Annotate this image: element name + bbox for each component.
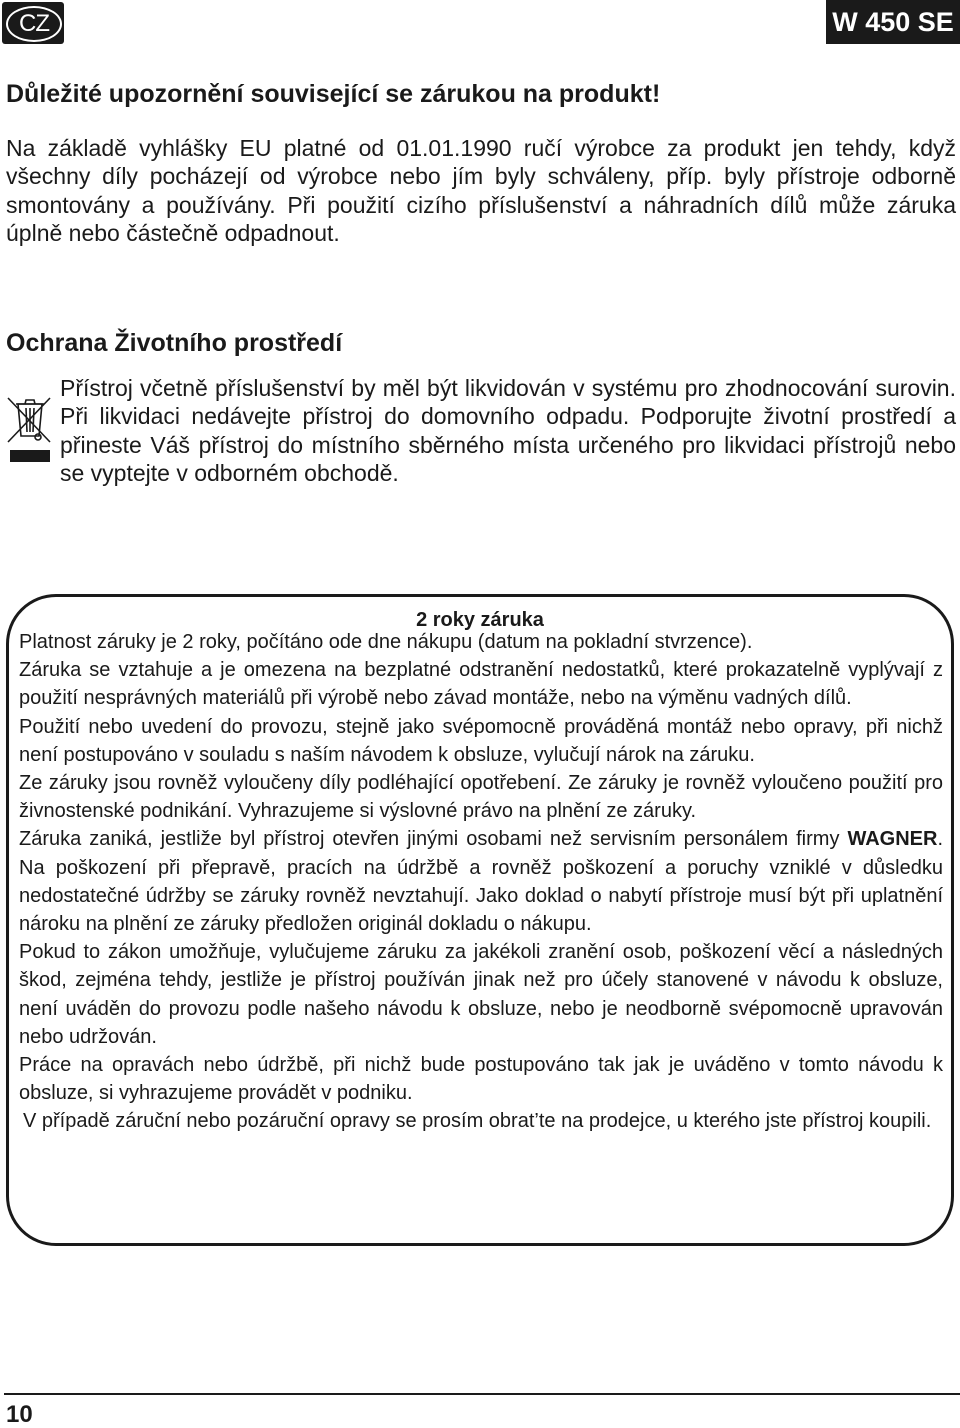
- language-badge: [2, 2, 64, 44]
- brand-name: WAGNER: [847, 828, 938, 851]
- warranty-paragraph-scope: Záruka se vztahuje a je omezena na bezplatné odstranění nedostatků, které prokazatelně vyplývají z použití nesprávných materiálů při výrobě nebo závad montáže, nebo na výměnu vadných dílů.: [19, 659, 943, 710]
- warranty-paragraph-exclusions: Ze záruky jsou rovněž vyloučeny díly podléhající opotřebení. Ze záruky je rovněž vyloučeno použití pro živnostenské podnikání. Vyhrazujeme si výslovné právo na plnění ze záruky.: [19, 772, 943, 823]
- page-number: 10: [6, 1401, 33, 1428]
- warranty-paragraph-validity: Platnost záruky je 2 roky, počítáno ode dne nákupu (datum na pokladní stvrzence).: [19, 631, 753, 653]
- language-badge-label: CZ: [6, 6, 62, 42]
- warranty-body: [19, 628, 943, 1136]
- environment-heading: Ochrana Životního prostředí: [6, 329, 343, 357]
- termination-text-end: . Na poškození při přepravě, pracích na údržbě a rovněž poškození a poruchy vzniklé v důsledku nedostatečné údržby se záruky rovněž nevztahují. Jako doklad o nabytí přístroje musí být při uplatnění nároku na plnění ze záruky předložen originál dokladu o nákupu.: [19, 828, 943, 936]
- warranty-notice-heading: Důležité upozornění související se zárukou na produkt!: [6, 80, 661, 108]
- warranty-heading: 2 roky záruka: [416, 609, 544, 631]
- model-badge: W 450 SE: [826, 0, 960, 44]
- warranty-paragraph-repairs: Práce na opravách nebo údržbě, při nichž bude postupováno tak jak je uváděno v tomto návodu k obsluze, si vyhrazujeme provádět v podniku.: [19, 1054, 943, 1105]
- warranty-notice-text: Na základě vyhlášky EU platné od 01.01.1990 ručí výrobce za produkt jen tehdy, když všechny díly pocházejí od výrobce nebo jím byly schváleny, příp. byly přístroje odborně smontovány a používány. Při použití cizího příslušenství a náhradních dílů může záruka úplně nebo částečně odpadnout.: [6, 135, 956, 246]
- crossed-out-wheelie-bin-icon: [6, 392, 52, 466]
- warranty-paragraph-termination: [19, 825, 943, 938]
- termination-text-start: Záruka zaniká, jestliže byl přístroj otevřen jinými osobami než servisním personálem firmy: [19, 828, 848, 851]
- warranty-paragraph-contact: V případě záruční nebo pozáruční opravy se prosím obrat’te na prodejce, u kterého jste přístroj koupili.: [23, 1110, 932, 1133]
- footer-divider: [4, 1393, 960, 1395]
- warranty-paragraph-usage: Použití nebo uvedení do provozu, stejně jako svépomocně prováděná montáž nebo opravy, při nichž není postupováno v souladu s naším návodem k obsluze, vylučují nárok na záruku.: [19, 715, 943, 766]
- environment-text: Přístroj včetně příslušenství by měl být likvidován v systému pro zhodnocování surovin. Při likvidaci nedávejte přístroj do domovního odpadu. Podporujte životní prostředí a přineste Váš přístroj do místního sběrného místa určeného pro likvidaci přístrojů nebo se vyptejte v odborném obchodě.: [60, 375, 956, 486]
- warranty-paragraph-liability: Pokud to zákon umožňuje, vylučujeme záruku za jakékoli zranění osob, poškození věcí a následných škod, zejména tehdy, jestliže je přístroj používán jinak než pro účely stanovené v návodu k obsluze, není uváděn do provozu podle našeho návodu k obsluze, nebo je neodborně svépomocně upravován nebo udržován.: [19, 941, 943, 1048]
